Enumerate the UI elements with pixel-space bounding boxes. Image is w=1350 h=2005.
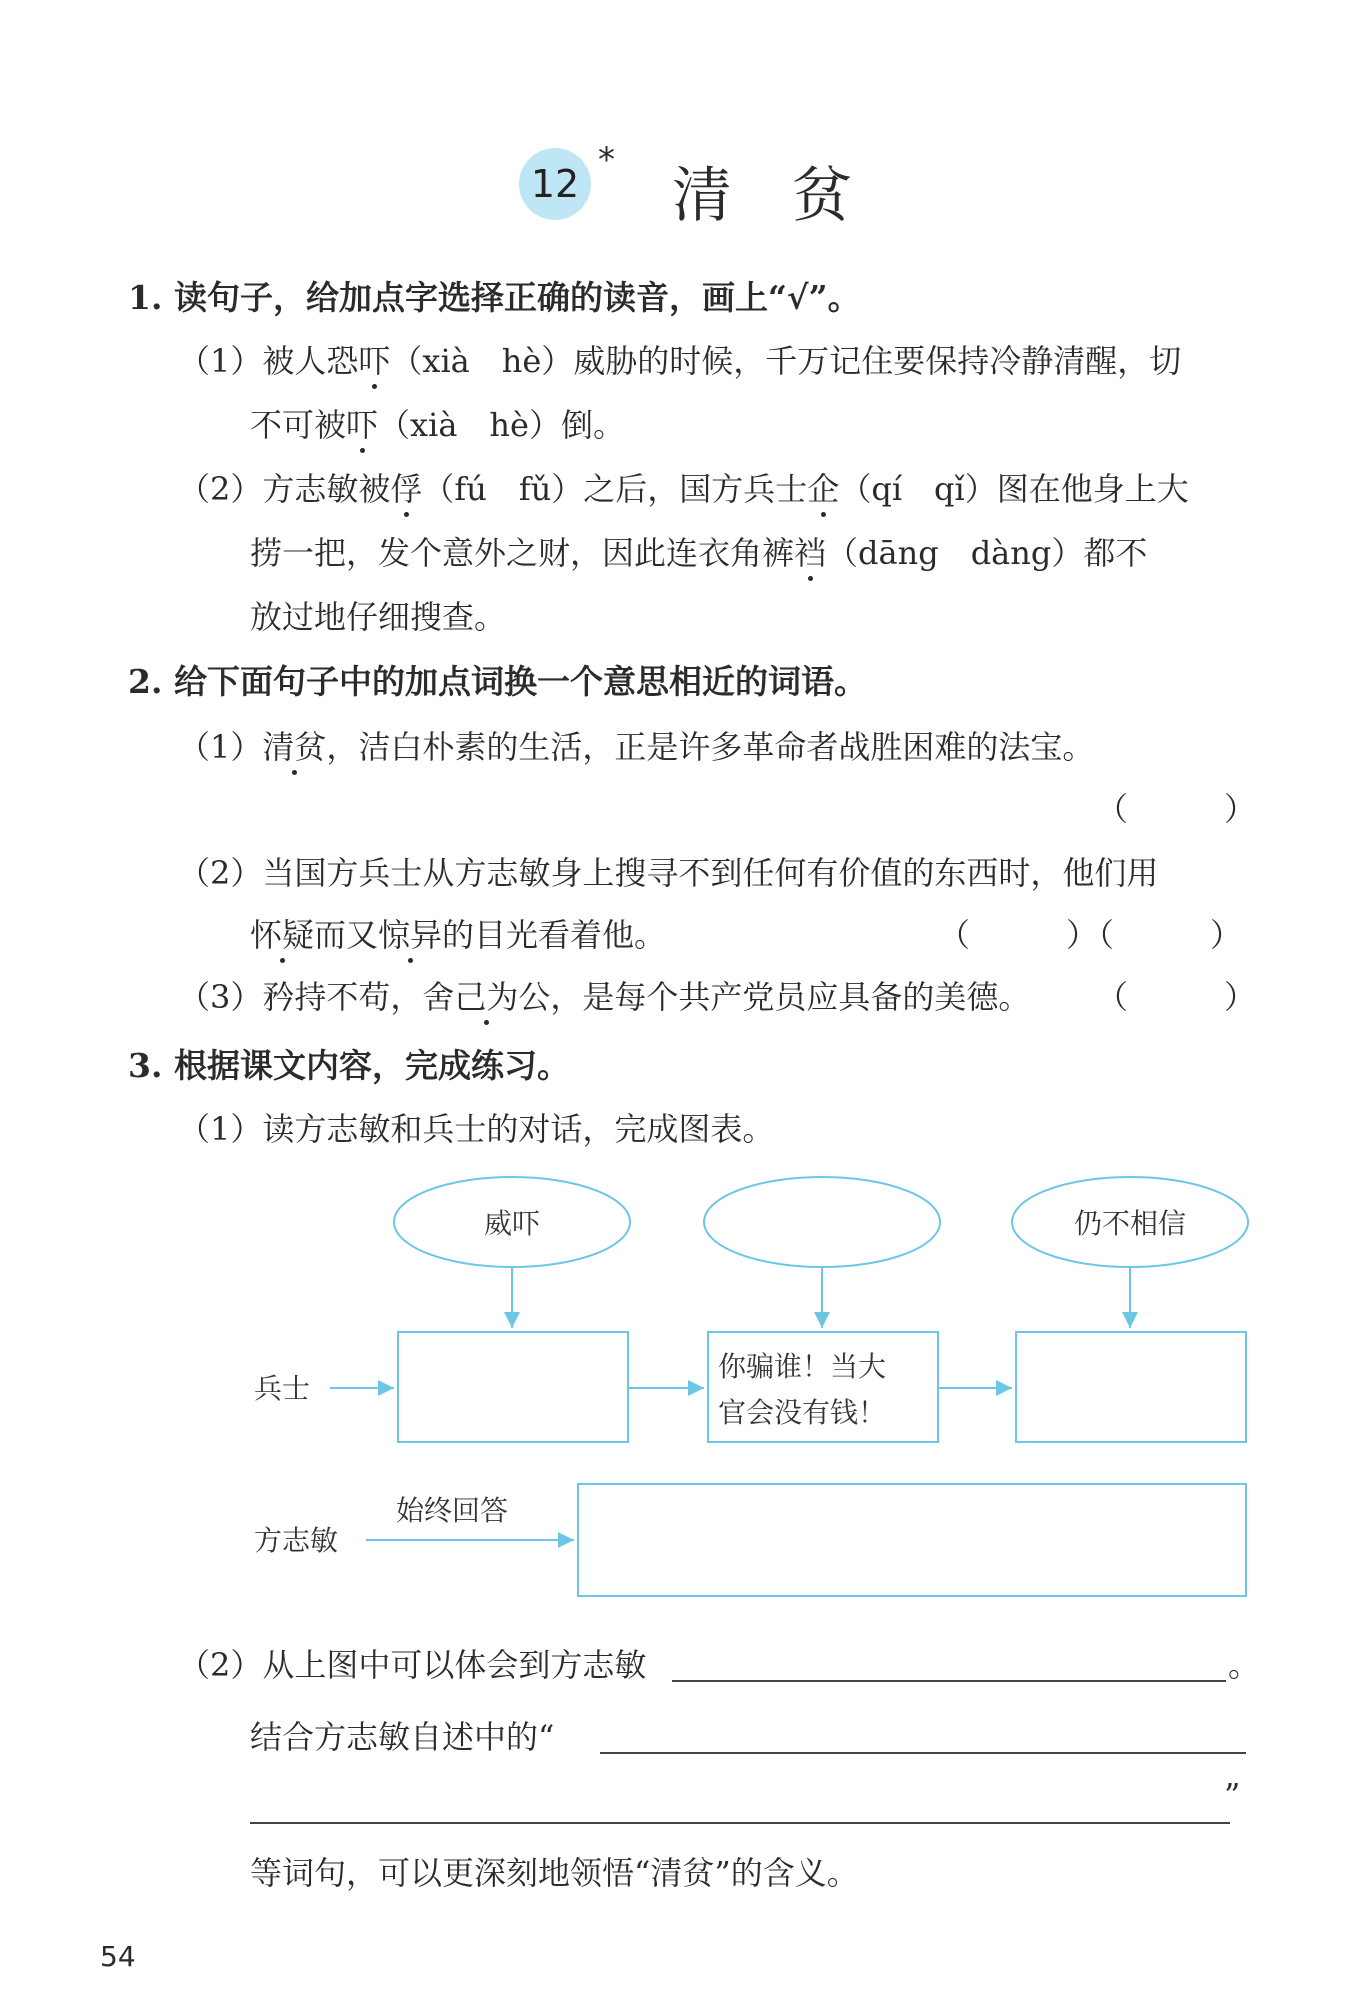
q3-item2-line2: 结合方志敏自述中的“ bbox=[250, 1718, 555, 1756]
oval-2-blank bbox=[704, 1177, 940, 1267]
q3-item2-quote-end: ” bbox=[1224, 1776, 1241, 1814]
q3-item2-line1: （2）从上图中可以体会到方志敏 bbox=[178, 1646, 647, 1684]
text: （xià hè）威胁的时候，千万记住要保持冷静清醒，切 bbox=[390, 342, 1182, 380]
q2-item2-answer-blanks[interactable]: （ ）（ ） bbox=[938, 916, 1243, 954]
q3-item2-line3: 等词句，可以更深刻地领悟“清贫”的含义。 bbox=[250, 1854, 859, 1892]
dotted-word: 惊异 bbox=[378, 916, 443, 954]
dotted-char: 企 bbox=[807, 470, 840, 508]
text: （2）方志敏被 bbox=[178, 470, 391, 508]
text: （3）矜持不苟， bbox=[178, 978, 423, 1016]
box-1-blank bbox=[398, 1332, 628, 1442]
text: 不可被 bbox=[250, 406, 347, 444]
dotted-word: 清贫 bbox=[262, 728, 327, 766]
text: ，洁白朴素的生活，正是许多革命者战胜困难的法宝。 bbox=[326, 728, 1095, 766]
lesson-number-badge: 12 bbox=[519, 148, 591, 220]
text: 的目光看着他。 bbox=[442, 916, 667, 954]
row1-label: 兵士 bbox=[254, 1372, 311, 1405]
page-number: 54 bbox=[100, 1940, 136, 1973]
box-3-blank bbox=[1016, 1332, 1246, 1442]
box-4-blank bbox=[578, 1484, 1246, 1596]
dotted-char: 吓 bbox=[358, 342, 391, 380]
q3-item1: （1）读方志敏和兵士的对话，完成图表。 bbox=[178, 1110, 775, 1148]
text: ，是每个共产党员应具备的美德。 bbox=[550, 978, 1031, 1016]
page-title: 清贫 bbox=[672, 161, 912, 231]
q3-item2-end-mark: 。 bbox=[1228, 1646, 1261, 1684]
text: （1）被人恐 bbox=[178, 342, 359, 380]
answer-line-1[interactable] bbox=[672, 1680, 1226, 1682]
text: （xià hè）倒。 bbox=[378, 406, 625, 444]
dotted-word: 怀疑 bbox=[250, 916, 315, 954]
oval-3-text: 仍不相信 bbox=[1073, 1207, 1187, 1240]
dotted-char: 裆 bbox=[794, 534, 827, 572]
text: （fú fǔ）之后，国方兵士 bbox=[422, 470, 808, 508]
text: （1） bbox=[178, 728, 263, 766]
row2-arrow-label: 始终回答 bbox=[396, 1494, 509, 1527]
optional-lesson-star: * bbox=[598, 140, 615, 180]
question-2-prompt: 2. 给下面句子中的加点词换一个意思相近的词语。 bbox=[128, 662, 867, 701]
row2-label: 方志敏 bbox=[254, 1524, 339, 1557]
q2-item3-answer-blank[interactable]: （ ） bbox=[1096, 978, 1257, 1016]
text: （qí qǐ）图在他身上大 bbox=[839, 470, 1189, 508]
text: 而又 bbox=[314, 916, 379, 954]
answer-line-3[interactable] bbox=[250, 1822, 1230, 1824]
oval-1-text: 威吓 bbox=[483, 1207, 541, 1240]
dotted-char: 俘 bbox=[390, 470, 423, 508]
text: （dāng dàng）都不 bbox=[826, 534, 1148, 572]
text: 捞一把，发个意外之财，因此连衣角裤 bbox=[250, 534, 795, 572]
q2-item2-line1: （2）当国方兵士从方志敏身上搜寻不到任何有价值的东西时，他们用 bbox=[178, 854, 1159, 892]
q1-item2-line3: 放过地仔细搜查。 bbox=[250, 598, 507, 636]
question-3-prompt: 3. 根据课文内容，完成练习。 bbox=[128, 1046, 570, 1085]
question-1-prompt: 1. 读句子，给加点字选择正确的读音，画上“√”。 bbox=[128, 278, 861, 317]
answer-line-2[interactable] bbox=[600, 1752, 1246, 1754]
dotted-word: 舍己为公 bbox=[422, 978, 551, 1016]
q2-item1-answer-blank[interactable]: （ ） bbox=[1096, 790, 1257, 828]
box-2-line2: 官会没有钱！ bbox=[718, 1396, 887, 1429]
box-2-line1: 你骗谁！当大 bbox=[718, 1350, 887, 1383]
dotted-char: 吓 bbox=[346, 406, 379, 444]
